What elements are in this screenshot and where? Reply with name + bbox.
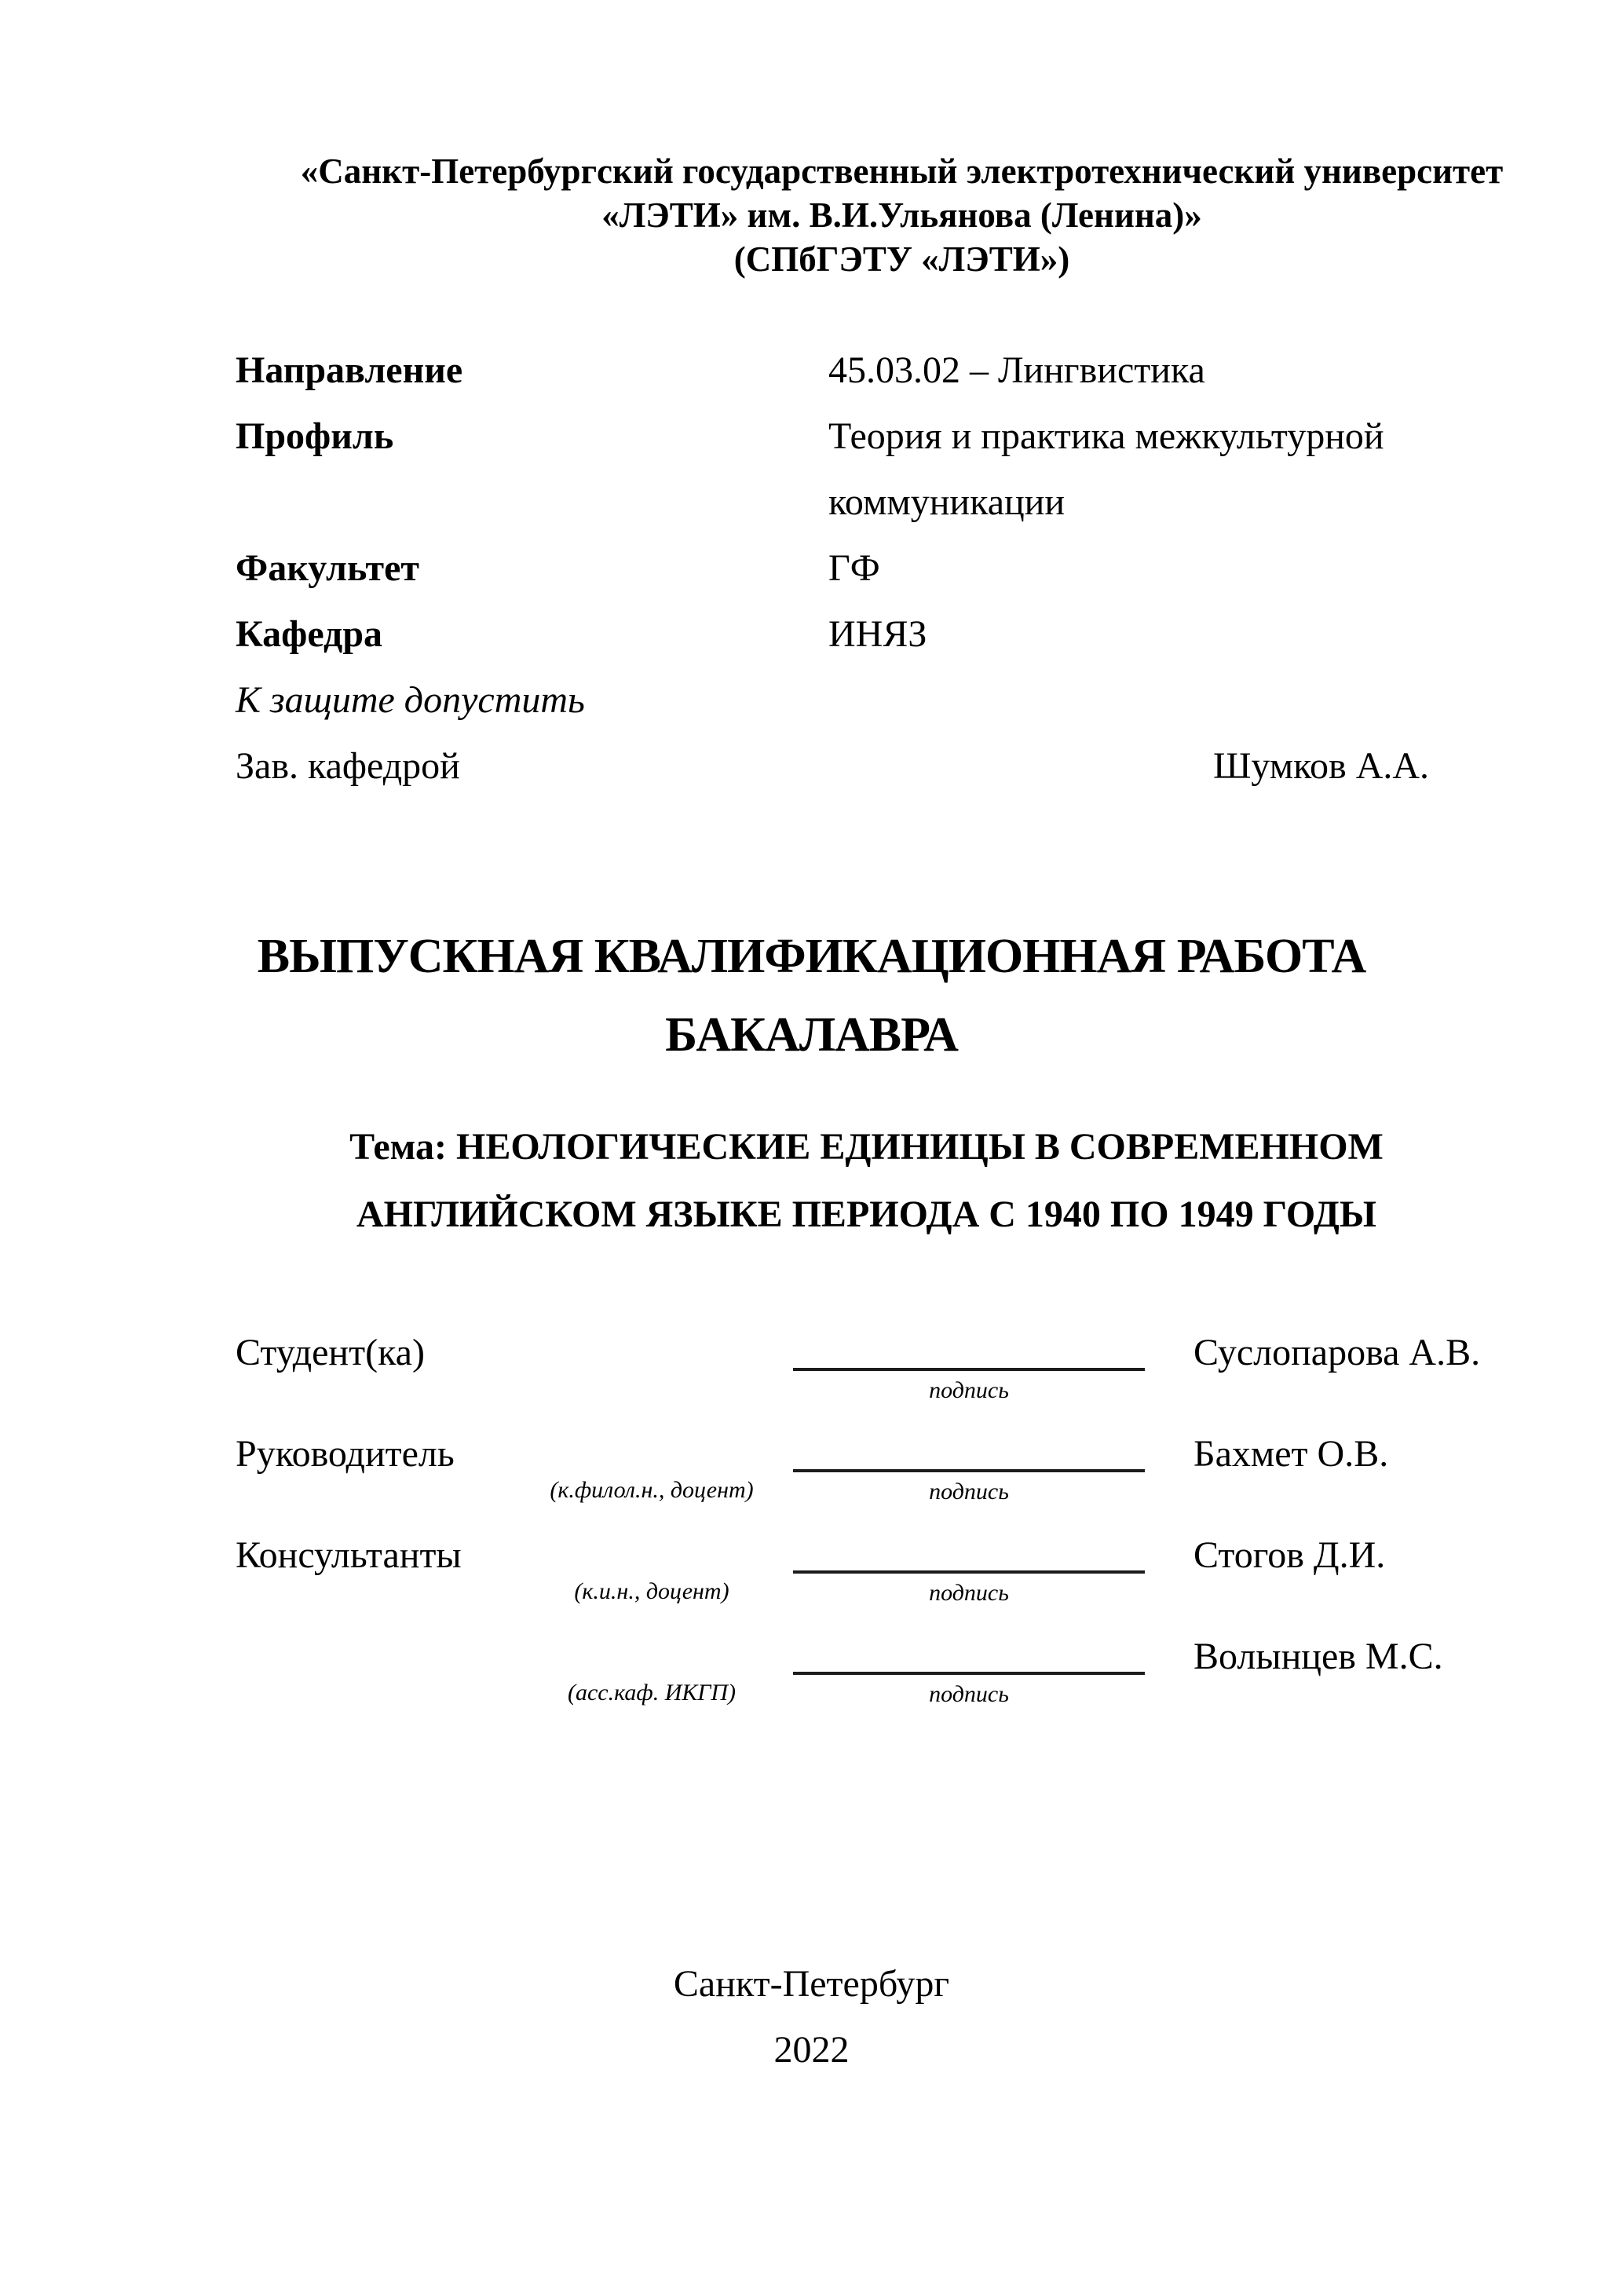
admission-note: К защите допустить [236, 679, 585, 721]
faculty-label: Факультет [236, 547, 419, 589]
supervisor-label: Руководитель [236, 1433, 455, 1475]
admission-row [236, 733, 1501, 799]
field-row-department [236, 601, 1501, 667]
university-header [181, 0, 1623, 281]
consultant-2-signature-caption: подпись [929, 1681, 1009, 1707]
faculty-value: ГФ [828, 547, 880, 589]
consultants-label: Консультанты [236, 1534, 462, 1576]
field-row-faculty [236, 536, 1501, 601]
footer [0, 1951, 1623, 2083]
supervisor-signature-caption: подпись [929, 1479, 1009, 1504]
topic-line-1: Тема: НЕОЛОГИЧЕСКИЕ ЕДИНИЦЫ В СОВРЕМЕННОМ [349, 1126, 1384, 1168]
student-name: Суслопарова А.В. [1193, 1332, 1481, 1373]
work-title [0, 917, 1623, 1074]
direction-label: Направление [236, 349, 463, 391]
direction-value: 45.03.02 – Лингвистика [828, 349, 1205, 391]
student-label: Студент(ка) [236, 1332, 425, 1373]
department-label: Кафедра [236, 613, 383, 655]
signature-row-student [236, 1331, 1501, 1432]
department-value: ИНЯЗ [828, 613, 927, 655]
signature-block [236, 1331, 1501, 1736]
profile-label: Профиль [236, 415, 394, 457]
consultant-1-qualifier: (к.и.н., доцент) [574, 1578, 729, 1604]
signature-row-consultant-1 [236, 1534, 1501, 1635]
university-abbreviation-line: (СПбГЭТУ «ЛЭТИ») [733, 239, 1070, 279]
consultant-2-name: Волынцев М.С. [1193, 1636, 1443, 1677]
program-fields [236, 338, 1501, 667]
topic-title [0, 1113, 1623, 1249]
signature-row-supervisor [236, 1432, 1501, 1534]
field-row-direction [236, 338, 1501, 404]
university-name-line-2: «ЛЭТИ» им. В.И.Ульянова (Ленина)» [601, 196, 1202, 235]
work-title-line-2: БАКАЛАВРА [665, 1008, 958, 1062]
consultant-1-name: Стогов Д.И. [1193, 1534, 1386, 1576]
student-signature-caption: подпись [929, 1377, 1009, 1403]
topic-line-2: АНГЛИЙСКОМ ЯЗЫКЕ ПЕРИОДА С 1940 ПО 1949 ГОДЫ [356, 1194, 1377, 1235]
head-of-department-name: Шумков А.А. [1213, 745, 1430, 787]
city-label: Санкт-Петербург [673, 1963, 950, 2005]
supervisor-name: Бахмет О.В. [1193, 1433, 1389, 1475]
university-name-line-1: «Санкт-Петербургский государственный электротехнический университет [300, 152, 1504, 191]
profile-value: Теория и практика межкультурной коммуникации [828, 415, 1384, 523]
head-of-department-label: Зав. кафедрой [236, 745, 460, 787]
supervisor-qualifier: (к.филол.н., доцент) [550, 1477, 754, 1503]
field-row-profile [236, 404, 1501, 536]
year-label: 2022 [773, 2029, 850, 2071]
consultant-2-qualifier: (асс.каф. ИКГП) [567, 1680, 736, 1706]
work-title-line-1: ВЫПУСКНАЯ КВАЛИФИКАЦИОННАЯ РАБОТА [257, 930, 1366, 983]
consultant-2-signature-line [793, 1672, 1145, 1675]
signature-row-consultant-2 [236, 1635, 1501, 1736]
consultant-1-signature-caption: подпись [929, 1580, 1009, 1606]
supervisor-signature-line [793, 1469, 1145, 1472]
student-signature-line [793, 1368, 1145, 1371]
admission-block [236, 667, 1501, 799]
consultant-1-signature-line [793, 1570, 1145, 1574]
